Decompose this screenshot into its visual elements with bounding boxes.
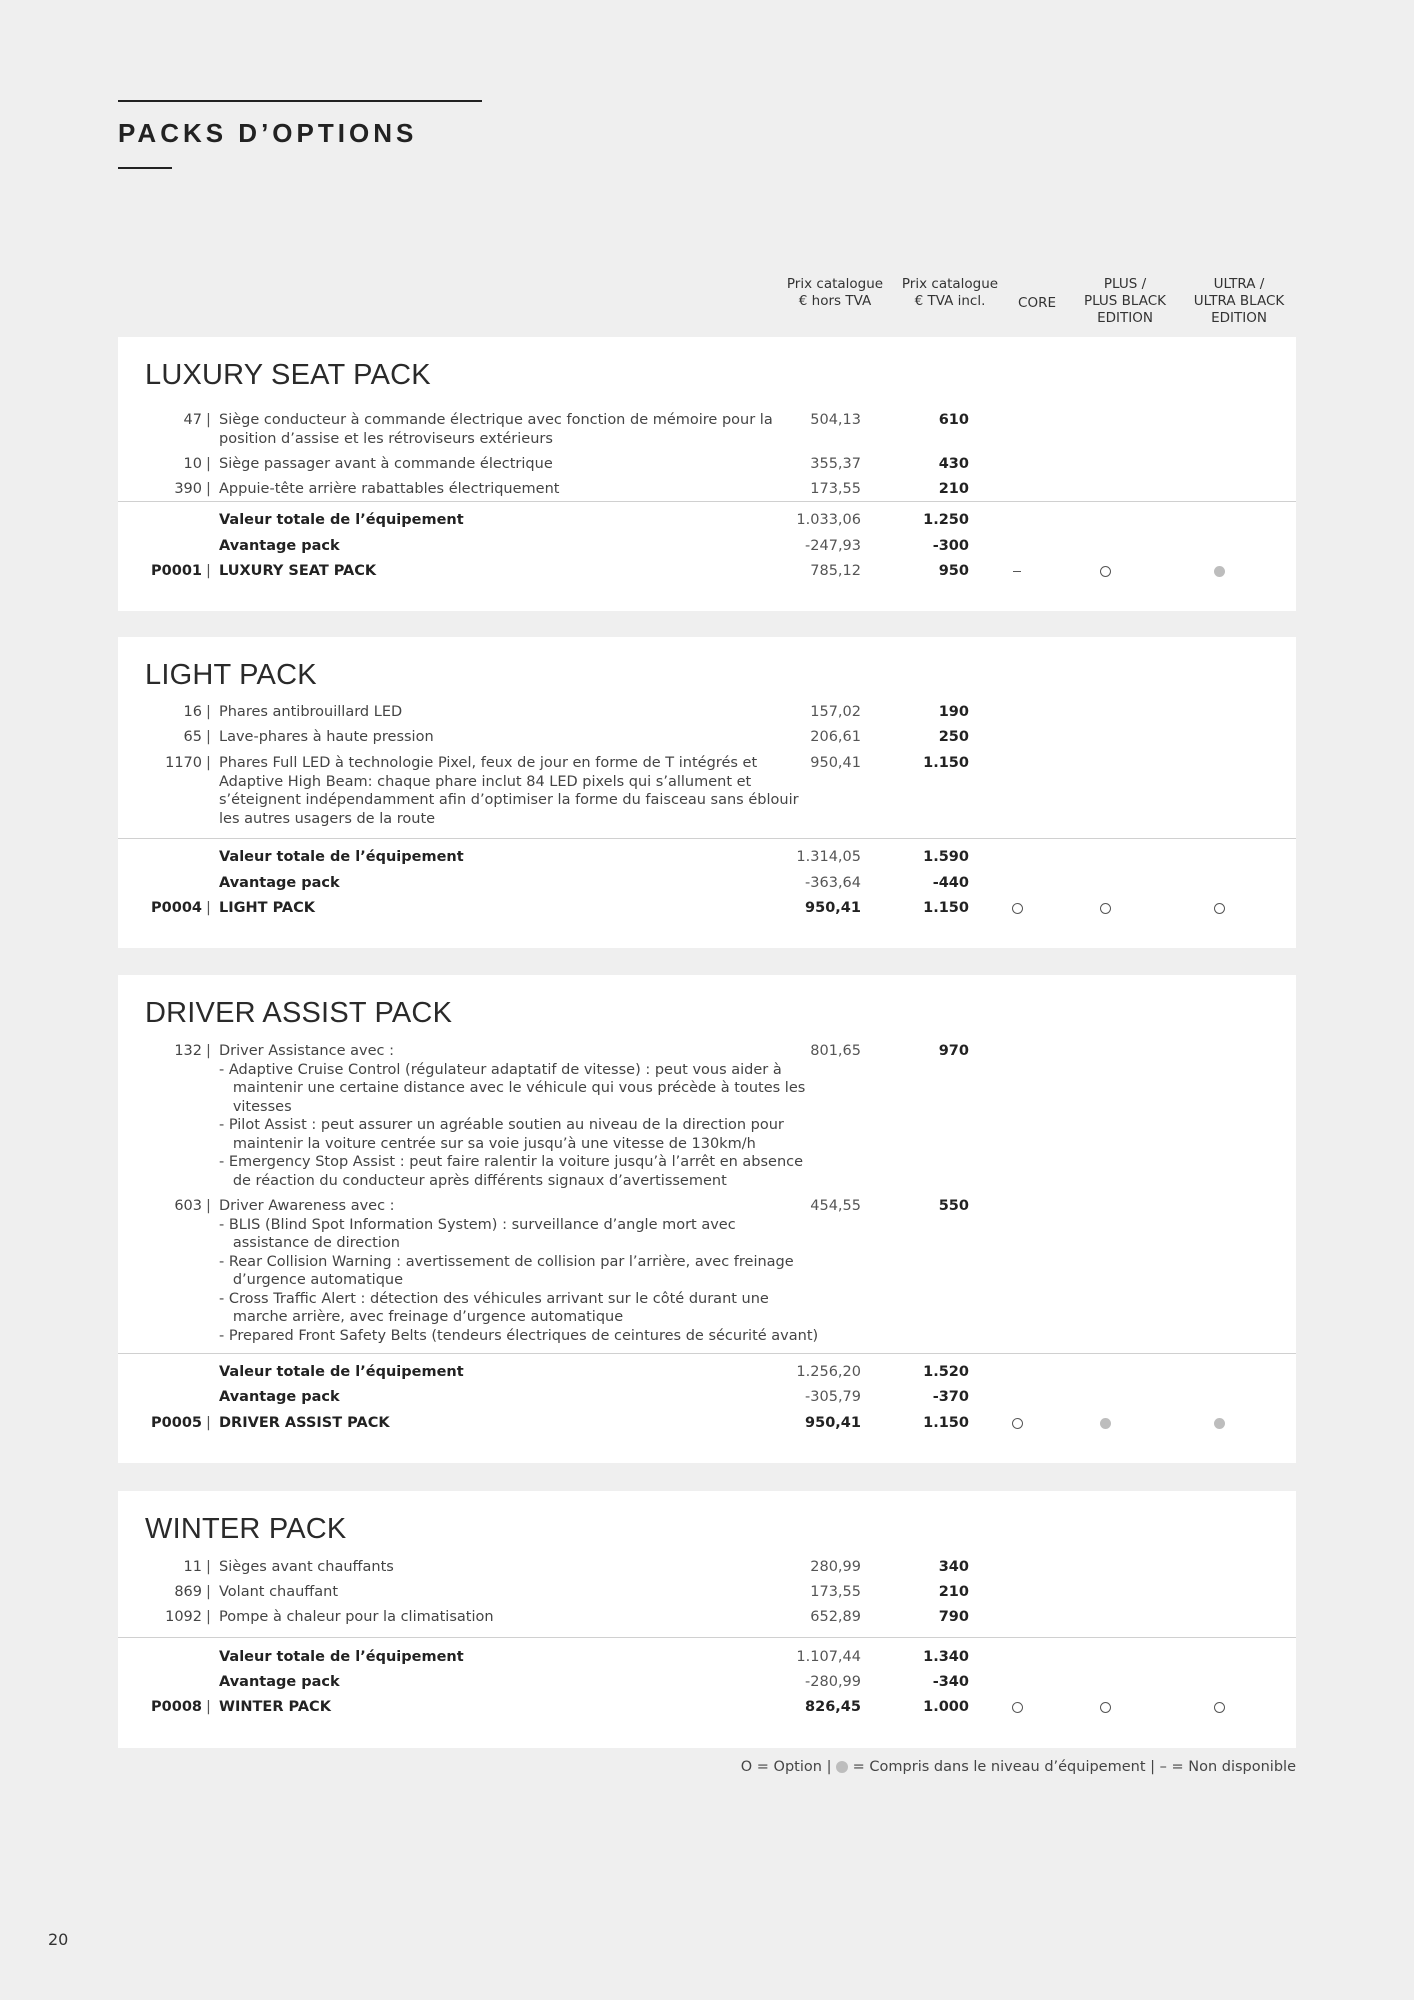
- row-separator: |: [206, 729, 211, 745]
- included-dot-icon: [1214, 566, 1225, 577]
- price-incl-vat: 1.520: [923, 1364, 969, 1380]
- availability-plus: [1085, 1414, 1125, 1433]
- price-excl-vat: -305,79: [805, 1389, 861, 1405]
- price-incl-vat: 610: [938, 412, 969, 428]
- description-line: Sièges avant chauffants: [219, 1559, 394, 1575]
- price-incl-vat: 1.000: [923, 1699, 969, 1715]
- price-excl-vat: -247,93: [805, 538, 861, 554]
- option-circle-icon: [1214, 1702, 1225, 1713]
- pack-title: WINTER PACK: [145, 1513, 347, 1545]
- price-incl-vat: 950: [938, 563, 969, 579]
- description-line: Phares Full LED à technologie Pixel, feux de jour en forme de T intégrés et: [219, 755, 758, 771]
- column-header-line: CORE: [1018, 295, 1056, 311]
- legend: [741, 1759, 1296, 1775]
- description-line: - BLIS (Blind Spot Information System) : surveillance d’angle mort avec: [219, 1216, 736, 1233]
- price-excl-vat: 454,55: [810, 1198, 861, 1214]
- pack-name: LIGHT PACK: [219, 900, 316, 916]
- price-excl-vat: 1.033,06: [796, 512, 861, 528]
- item-description: [219, 480, 779, 499]
- price-excl-vat: 1.314,05: [796, 849, 861, 865]
- availability-core: [997, 1414, 1037, 1433]
- description-line: - Rear Collision Warning : avertissement de collision par l’arrière, avec freinage: [219, 1253, 794, 1270]
- option-circle-icon: [1100, 903, 1111, 914]
- row-label: Valeur totale de l’équipement: [219, 512, 464, 528]
- price-incl-vat: -440: [932, 875, 969, 891]
- option-circle-icon: [1012, 1702, 1023, 1713]
- price-incl-vat: 190: [938, 704, 969, 720]
- description-line: Appuie-tête arrière rabattables électriquement: [219, 481, 560, 497]
- pack-title: DRIVER ASSIST PACK: [145, 997, 453, 1029]
- price-excl-vat: 1.256,20: [796, 1364, 861, 1380]
- description-line: - Cross Traffic Alert : détection des véhicules arrivant sur le côté durant une: [219, 1290, 769, 1307]
- description-line: - Prepared Front Safety Belts (tendeurs électriques de ceintures de sécurité avant): [219, 1327, 819, 1344]
- column-header-ultra: [1184, 276, 1294, 327]
- price-incl-vat: 550: [938, 1198, 969, 1214]
- included-dot-icon: [836, 1761, 848, 1773]
- price-excl-vat: 652,89: [810, 1609, 861, 1625]
- availability-ultra: [1199, 1698, 1239, 1717]
- pack-panel: [118, 337, 1296, 611]
- pack-name: WINTER PACK: [219, 1699, 331, 1715]
- row-separator: |: [206, 704, 211, 720]
- price-incl-vat: 1.150: [923, 1415, 969, 1431]
- pack-name: DRIVER ASSIST PACK: [219, 1415, 390, 1431]
- price-excl-vat: 173,55: [810, 1584, 861, 1600]
- option-circle-icon: [1012, 903, 1023, 914]
- pack-panel: [118, 1491, 1296, 1748]
- title-rule-short: [118, 167, 172, 169]
- item-code: 390: [174, 481, 202, 497]
- price-incl-vat: -370: [932, 1389, 969, 1405]
- price-incl-vat: 1.150: [923, 900, 969, 916]
- availability-ultra: [1199, 562, 1239, 581]
- item-code: 65: [183, 729, 202, 745]
- column-header-price-incl: [895, 276, 1005, 310]
- item-description: [219, 455, 779, 474]
- price-excl-vat: -280,99: [805, 1674, 861, 1690]
- price-incl-vat: 790: [938, 1609, 969, 1625]
- item-description: [219, 703, 779, 722]
- pack-code: P0004: [151, 900, 202, 916]
- row-label: Avantage pack: [219, 1389, 340, 1405]
- description-line: Pompe à chaleur pour la climatisation: [219, 1609, 494, 1625]
- section-divider: [118, 838, 1296, 839]
- pack-panel: [118, 975, 1296, 1463]
- price-excl-vat: 950,41: [805, 1415, 861, 1431]
- price-excl-vat: 157,02: [810, 704, 861, 720]
- description-line: d’urgence automatique: [219, 1272, 404, 1288]
- price-incl-vat: 1.340: [923, 1649, 969, 1665]
- description-line: vitesses: [219, 1098, 292, 1115]
- row-label: Avantage pack: [219, 875, 340, 891]
- description-line: Lave-phares à haute pression: [219, 729, 434, 745]
- price-incl-vat: 430: [938, 456, 969, 472]
- description-line: maintenir la voiture centrée sur sa voie jusqu’à une vitesse de 130km/h: [219, 1135, 756, 1152]
- row-separator: |: [206, 563, 211, 579]
- section-divider: [118, 1637, 1296, 1638]
- item-description: [219, 1558, 779, 1577]
- price-excl-vat: 355,37: [810, 456, 861, 472]
- pack-name: LUXURY SEAT PACK: [219, 563, 377, 579]
- description-line: Volant chauffant: [219, 1584, 339, 1600]
- description-line: marche arrière, avec freinage d’urgence automatique: [219, 1309, 624, 1325]
- pack-code: P0005: [151, 1415, 202, 1431]
- description-line: Driver Awareness avec :: [219, 1198, 395, 1214]
- item-code: 1170: [165, 755, 202, 771]
- legend-included: = Compris dans le niveau d’équipement |: [852, 1759, 1156, 1775]
- column-header-line: ULTRA /: [1213, 276, 1265, 292]
- description-line: position d’assise et les rétroviseurs extérieurs: [219, 430, 553, 447]
- item-code: 16: [183, 704, 202, 720]
- option-circle-icon: [1100, 566, 1111, 577]
- column-header-line: € hors TVA: [798, 293, 872, 309]
- legend-unavailable: – = Non disponible: [1159, 1759, 1296, 1775]
- availability-core: [997, 1698, 1037, 1717]
- item-description: [219, 728, 779, 747]
- option-circle-icon: [1012, 1418, 1023, 1429]
- price-excl-vat: 801,65: [810, 1043, 861, 1059]
- description-line: - Adaptive Cruise Control (régulateur adaptatif de vitesse) : peut vous aider à: [219, 1061, 782, 1078]
- price-excl-vat: -363,64: [805, 875, 861, 891]
- item-description: [219, 411, 779, 448]
- item-description: [219, 1608, 779, 1627]
- pack-code: P0008: [151, 1699, 202, 1715]
- page-title: PACKS D’OPTIONS: [118, 118, 418, 148]
- row-separator: |: [206, 481, 211, 497]
- item-code: 869: [174, 1584, 202, 1600]
- included-dot-icon: [1214, 1418, 1225, 1429]
- availability-core: [997, 899, 1037, 918]
- pack-title: LIGHT PACK: [145, 659, 317, 691]
- description-line: s’éteignent indépendamment afin d’optimiser la forme du faisceau sans éblouir: [219, 792, 799, 808]
- description-line: - Pilot Assist : peut assurer un agréable soutien au niveau de la direction pour: [219, 1117, 784, 1133]
- availability-plus: [1085, 1698, 1125, 1717]
- price-excl-vat: 280,99: [810, 1559, 861, 1575]
- row-separator: |: [206, 1559, 211, 1575]
- item-code: 603: [174, 1198, 202, 1214]
- option-circle-icon: [1100, 1702, 1111, 1713]
- availability-plus: [1085, 562, 1125, 581]
- row-separator: |: [206, 1043, 211, 1059]
- column-header-line: € TVA incl.: [914, 293, 986, 309]
- row-separator: |: [206, 1584, 211, 1600]
- legend-option: O = Option |: [740, 1759, 832, 1775]
- price-excl-vat: 950,41: [805, 900, 861, 916]
- availability-core: [997, 562, 1037, 581]
- column-header-line: Prix catalogue: [901, 276, 999, 292]
- price-incl-vat: 210: [938, 1584, 969, 1600]
- column-header-plus: [1070, 276, 1180, 327]
- description-line: Siège conducteur à commande électrique avec fonction de mémoire pour la: [219, 412, 773, 428]
- price-incl-vat: 340: [938, 1559, 969, 1575]
- row-separator: |: [206, 755, 211, 771]
- column-header-line: ULTRA BLACK: [1193, 293, 1285, 309]
- column-header-core: [1007, 295, 1067, 312]
- description-line: maintenir une certaine distance avec le véhicule qui vous précède à toutes les: [219, 1080, 806, 1096]
- row-label: Valeur totale de l’équipement: [219, 849, 464, 865]
- price-excl-vat: 785,12: [810, 563, 861, 579]
- row-separator: |: [206, 412, 211, 428]
- column-header-price-excl: [780, 276, 890, 310]
- description-line: - Emergency Stop Assist : peut faire ralentir la voiture jusqu’à l’arrêt en absence: [219, 1154, 804, 1170]
- item-code: 10: [183, 456, 202, 472]
- pack-code: P0001: [151, 563, 202, 579]
- section-divider: [118, 501, 1296, 502]
- pack-panel: [118, 637, 1296, 948]
- description-line: de réaction du conducteur après différents signaux d’avertissement: [219, 1172, 727, 1189]
- price-excl-vat: 173,55: [810, 481, 861, 497]
- price-incl-vat: 970: [938, 1043, 969, 1059]
- option-circle-icon: [1214, 903, 1225, 914]
- column-header-line: EDITION: [1211, 310, 1267, 326]
- price-incl-vat: 1.150: [923, 755, 969, 771]
- item-description: [219, 1583, 779, 1602]
- row-label: Avantage pack: [219, 538, 340, 554]
- row-separator: |: [206, 456, 211, 472]
- title-rule-top: [118, 100, 482, 102]
- description-line: Phares antibrouillard LED: [219, 704, 403, 720]
- price-incl-vat: 1.590: [923, 849, 969, 865]
- description-line: assistance de direction: [219, 1235, 400, 1251]
- row-separator: |: [206, 1609, 211, 1625]
- column-header-line: PLUS /: [1103, 276, 1147, 292]
- row-label: Avantage pack: [219, 1674, 340, 1690]
- item-description: [219, 754, 799, 828]
- row-label: Valeur totale de l’équipement: [219, 1364, 464, 1380]
- row-label: Valeur totale de l’équipement: [219, 1649, 464, 1665]
- price-incl-vat: 210: [938, 481, 969, 497]
- availability-ultra: [1199, 1414, 1239, 1433]
- price-excl-vat: 826,45: [805, 1699, 861, 1715]
- pack-title: LUXURY SEAT PACK: [145, 359, 431, 391]
- page-number: 20: [48, 1930, 69, 1949]
- price-excl-vat: 206,61: [810, 729, 861, 745]
- row-separator: |: [206, 1415, 211, 1431]
- column-header-line: PLUS BLACK: [1083, 293, 1167, 309]
- item-description: [219, 1197, 819, 1345]
- price-excl-vat: 1.107,44: [796, 1649, 861, 1665]
- item-code: 11: [183, 1559, 202, 1575]
- item-description: [219, 1042, 806, 1190]
- price-incl-vat: 250: [938, 729, 969, 745]
- item-code: 47: [183, 412, 202, 428]
- row-separator: |: [206, 1198, 211, 1214]
- unavailable-dash-icon: [1013, 571, 1021, 572]
- description-line: les autres usagers de la route: [219, 810, 436, 827]
- section-divider: [118, 1353, 1296, 1354]
- price-incl-vat: -340: [932, 1674, 969, 1690]
- price-incl-vat: -300: [932, 538, 969, 554]
- column-header-line: EDITION: [1097, 310, 1153, 326]
- column-header-line: Prix catalogue: [786, 276, 884, 292]
- item-code: 132: [174, 1043, 202, 1059]
- price-incl-vat: 1.250: [923, 512, 969, 528]
- row-separator: |: [206, 900, 211, 916]
- item-code: 1092: [165, 1609, 202, 1625]
- description-line: Siège passager avant à commande électrique: [219, 456, 553, 472]
- included-dot-icon: [1100, 1418, 1111, 1429]
- availability-ultra: [1199, 899, 1239, 918]
- price-excl-vat: 504,13: [810, 412, 861, 428]
- description-line: Driver Assistance avec :: [219, 1043, 394, 1059]
- row-separator: |: [206, 1699, 211, 1715]
- description-line: Adaptive High Beam: chaque phare inclut 84 LED pixels qui s’allument et: [219, 773, 752, 790]
- price-excl-vat: 950,41: [810, 755, 861, 771]
- availability-plus: [1085, 899, 1125, 918]
